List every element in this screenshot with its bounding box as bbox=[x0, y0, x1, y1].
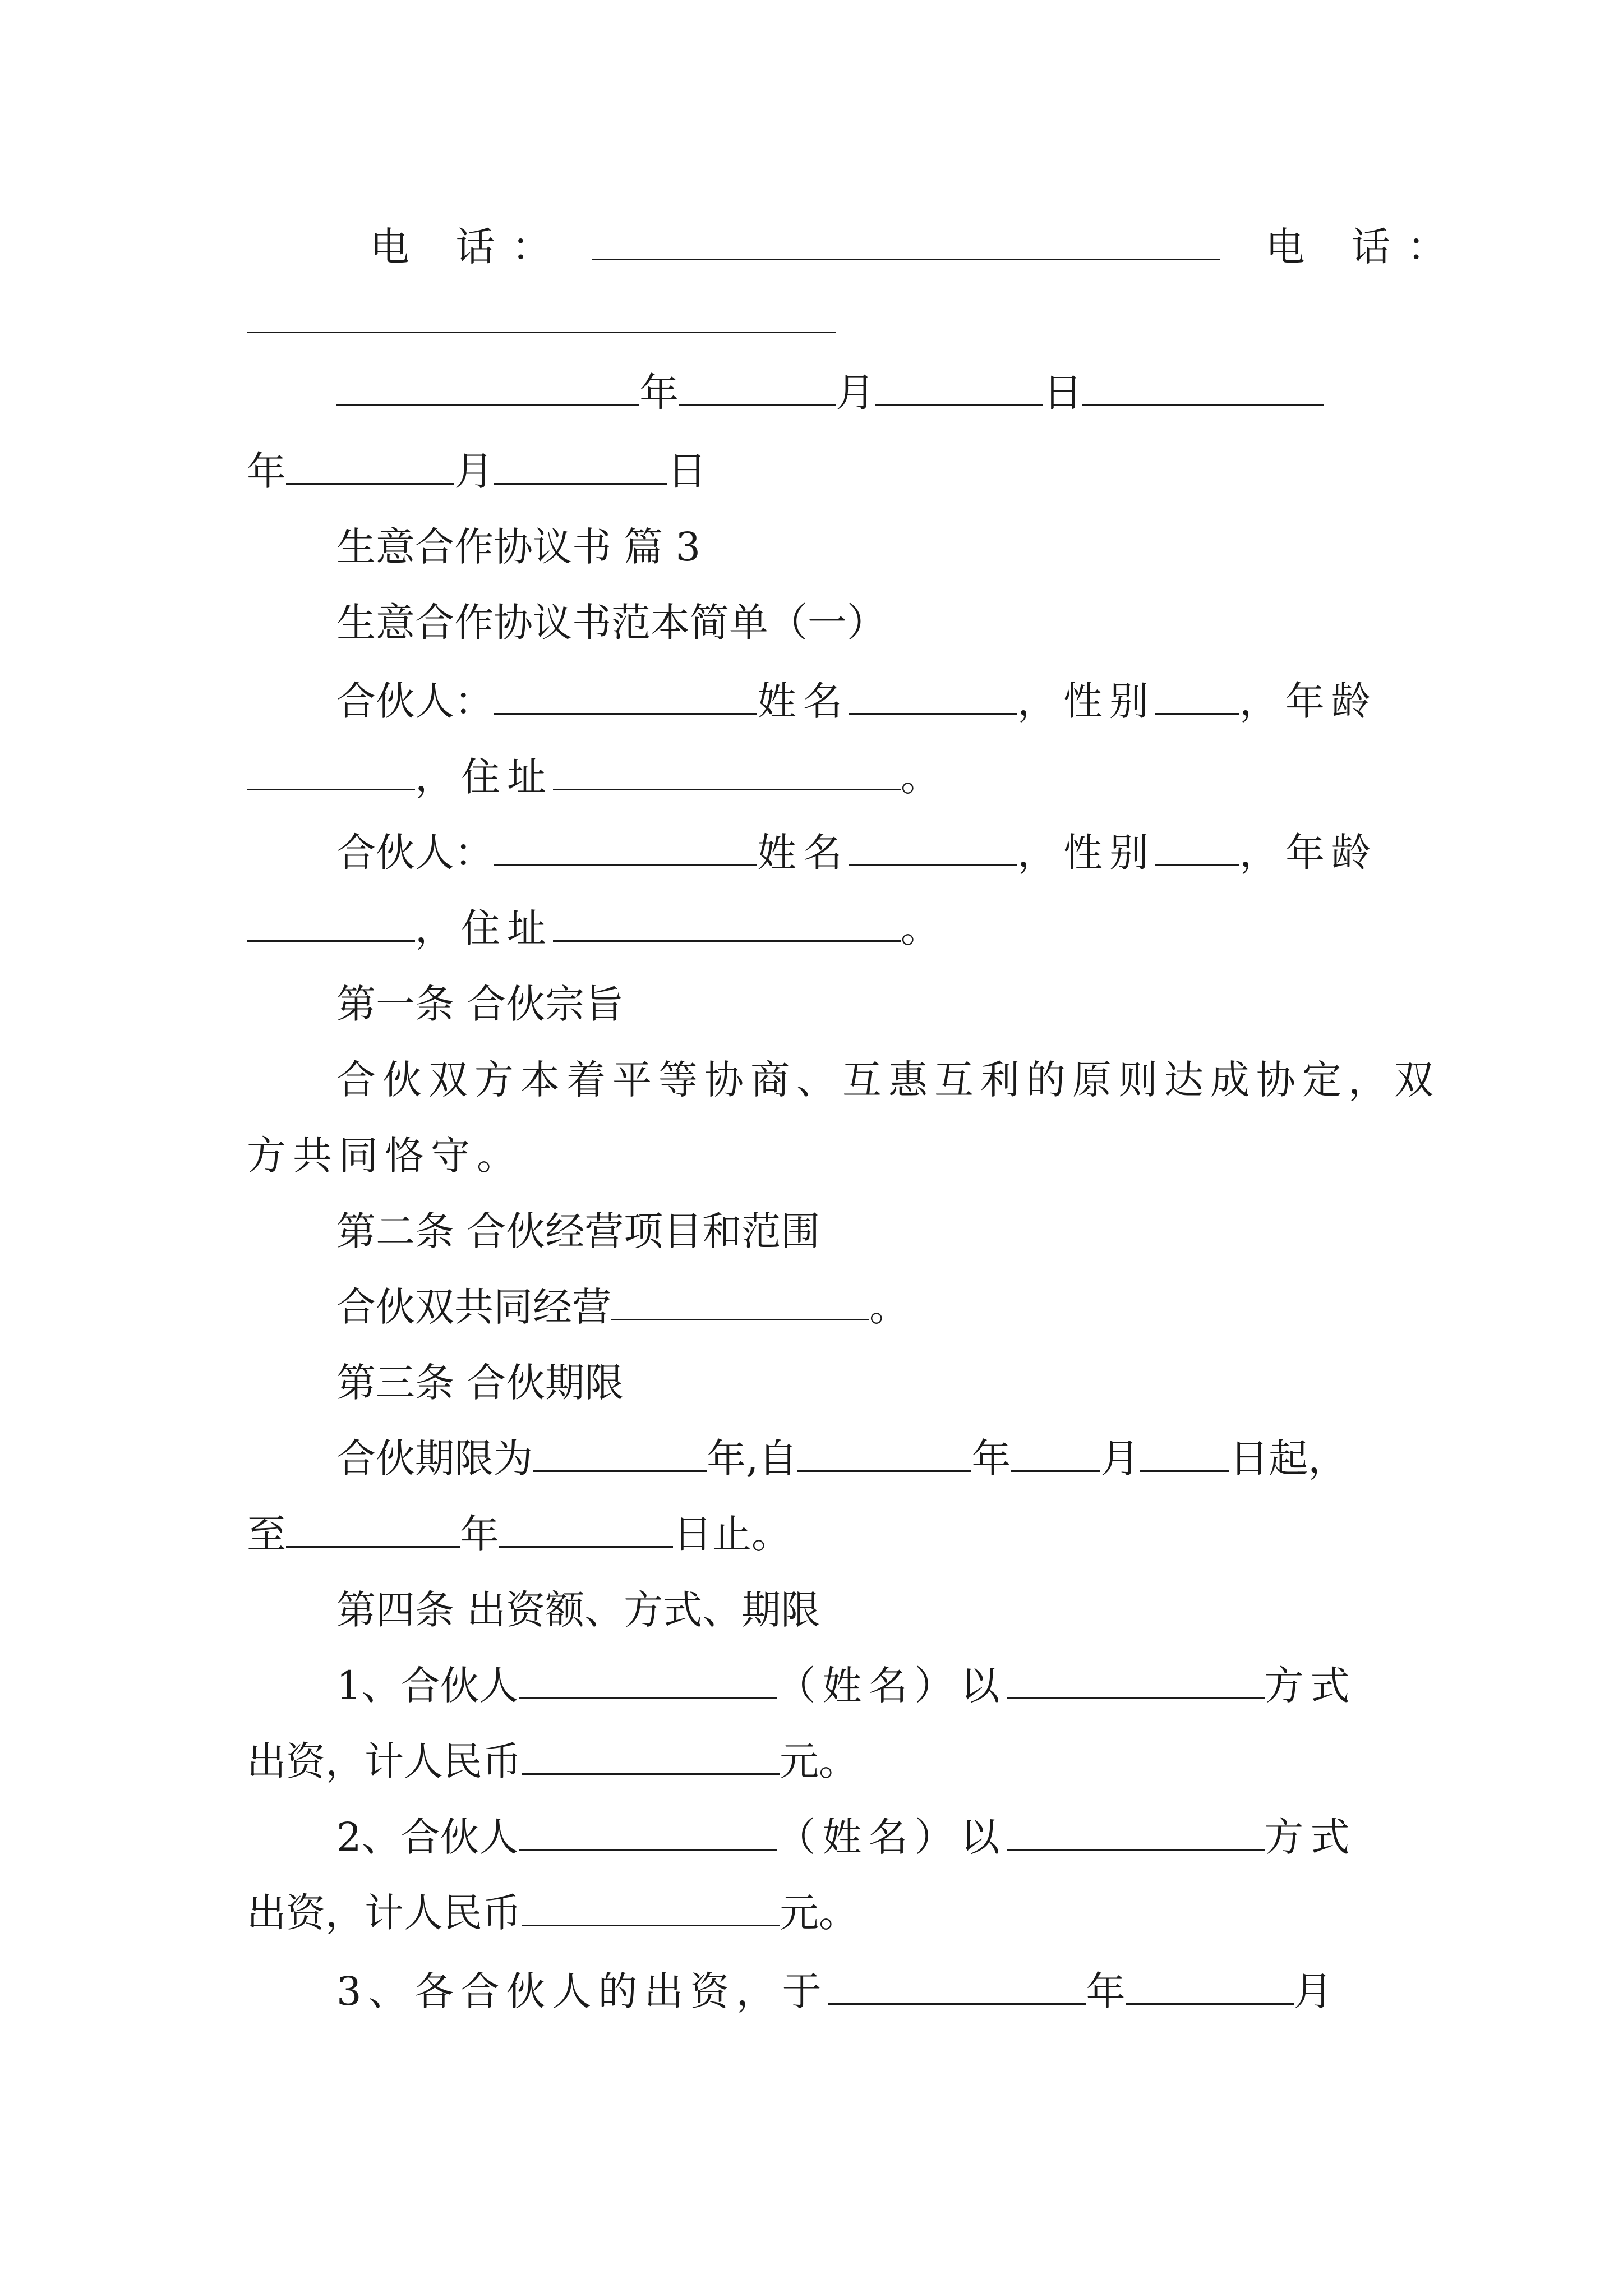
item-3-year: 年 bbox=[1086, 1968, 1126, 2014]
item-1-partner-blank bbox=[519, 1664, 777, 1699]
phone-blank-right bbox=[247, 298, 836, 333]
term-label: 合伙期限为 bbox=[336, 1435, 533, 1481]
date-day: 日 bbox=[1043, 370, 1082, 416]
end-label: 至 bbox=[247, 1511, 286, 1557]
partner-label: 合伙人： bbox=[336, 678, 494, 724]
name-label: 姓名 bbox=[757, 830, 849, 876]
item-3-year-blank bbox=[828, 1970, 1086, 2005]
name-blank bbox=[849, 679, 1017, 715]
partner-1-line-1 bbox=[247, 668, 1385, 735]
item-1-name-label: （姓名）以 bbox=[776, 1663, 1007, 1709]
article-4-title: 第四条 出资额、方式、期限 bbox=[336, 1587, 820, 1633]
start-day-blank bbox=[1140, 1437, 1229, 1472]
article-2-text bbox=[247, 1273, 1385, 1341]
name-label: 姓名 bbox=[757, 678, 849, 724]
item-1-method-label: 方式 bbox=[1264, 1663, 1357, 1709]
item-2-name-label: （姓名）以 bbox=[776, 1814, 1007, 1860]
address-blank bbox=[553, 907, 901, 942]
date-blank bbox=[875, 371, 1043, 406]
gender-label: ，性别 bbox=[1017, 830, 1155, 876]
item-1-line-1 bbox=[247, 1652, 1385, 1719]
end-year-label: 年 bbox=[460, 1511, 499, 1557]
article-1-title: 第一条 合伙宗旨 bbox=[336, 981, 624, 1027]
date-line-1 bbox=[247, 359, 1385, 426]
partner-2-line-1 bbox=[247, 819, 1385, 886]
date-year: 年 bbox=[247, 448, 286, 494]
age-label: ，年龄 bbox=[1239, 678, 1377, 724]
term-from-label: 年,自 bbox=[707, 1435, 798, 1481]
start-year-blank bbox=[797, 1437, 971, 1472]
article-3-text-2 bbox=[247, 1501, 1385, 1568]
gender-blank bbox=[1155, 831, 1239, 866]
date-blank bbox=[286, 449, 454, 485]
item-2-line-1 bbox=[247, 1803, 1385, 1871]
document-title: 生意合作协议书 篇 3 bbox=[336, 524, 701, 570]
phone-blank-right-line bbox=[247, 286, 1385, 353]
date-month: 月 bbox=[836, 370, 875, 416]
item-1-amount-blank bbox=[522, 1740, 780, 1775]
article-1-text-1: 合伙双方本着平等协商、互惠互利的原则达成协定，双 bbox=[336, 1057, 1440, 1103]
partner-blank bbox=[494, 679, 757, 715]
item-1-method-blank bbox=[1007, 1664, 1265, 1699]
article-2-text-label: 合伙双共同经营 bbox=[336, 1284, 611, 1330]
article-3-title: 第三条 合伙期限 bbox=[336, 1360, 624, 1406]
age-label: ，年龄 bbox=[1239, 830, 1377, 876]
address-label: ，住址 bbox=[415, 905, 553, 951]
article-2-period: 。 bbox=[869, 1284, 909, 1330]
start-month-blank bbox=[1011, 1437, 1100, 1472]
item-1-line-2 bbox=[247, 1728, 1385, 1795]
start-year-label: 年 bbox=[971, 1435, 1011, 1481]
partner-label: 合伙人： bbox=[336, 830, 494, 876]
item-2-line-2 bbox=[247, 1879, 1385, 1947]
item-2-prefix: 2、合伙人 bbox=[336, 1814, 519, 1860]
item-2-currency: 元。 bbox=[780, 1890, 858, 1936]
gender-label: ，性别 bbox=[1017, 678, 1155, 724]
item-3-month-blank bbox=[1126, 1970, 1294, 2005]
item-1-amount-label: 出资，计人民币 bbox=[247, 1738, 522, 1784]
start-month-label: 月 bbox=[1100, 1435, 1140, 1481]
date-blank bbox=[336, 371, 639, 406]
date-blank bbox=[1082, 371, 1324, 406]
age-blank bbox=[247, 755, 415, 790]
phone-label-right: 电 话： bbox=[1265, 224, 1464, 270]
start-day-label: 日起， bbox=[1229, 1435, 1348, 1481]
term-years-blank bbox=[533, 1437, 707, 1472]
address-blank bbox=[553, 755, 901, 790]
date-year: 年 bbox=[639, 370, 679, 416]
end-day-label: 日止。 bbox=[673, 1511, 791, 1557]
phone-blank-left bbox=[592, 225, 1220, 260]
date-blank bbox=[679, 371, 836, 406]
date-line-2 bbox=[247, 438, 1385, 505]
item-3-line-1 bbox=[247, 1958, 1385, 2025]
partner-1-line-2 bbox=[247, 743, 1385, 811]
phone-label-left: 电 话： bbox=[370, 224, 568, 270]
phone-line bbox=[247, 213, 1464, 280]
address-label: ，住址 bbox=[415, 754, 553, 800]
end-year-blank bbox=[286, 1512, 460, 1548]
name-blank bbox=[849, 831, 1017, 866]
item-2-partner-blank bbox=[519, 1815, 777, 1851]
partner-2-line-2 bbox=[247, 895, 1385, 962]
item-2-amount-blank bbox=[522, 1891, 780, 1926]
item-1-currency: 元。 bbox=[780, 1738, 858, 1784]
period: 。 bbox=[901, 905, 940, 951]
article-2-title: 第二条 合伙经营项目和范围 bbox=[336, 1208, 820, 1254]
partner-blank bbox=[494, 831, 757, 866]
gender-blank bbox=[1155, 679, 1239, 715]
age-blank bbox=[247, 907, 415, 942]
article-1-text-2: 方共同恪守。 bbox=[247, 1133, 523, 1179]
item-1-prefix: 1、合伙人 bbox=[336, 1663, 519, 1709]
item-2-method-blank bbox=[1007, 1815, 1265, 1851]
date-day: 日 bbox=[667, 448, 707, 494]
period: 。 bbox=[901, 754, 940, 800]
date-month: 月 bbox=[454, 448, 494, 494]
item-3-text: 3、各合伙人的出资，于 bbox=[336, 1968, 828, 2014]
article-3-text-1 bbox=[247, 1425, 1385, 1492]
item-2-method-label: 方式 bbox=[1264, 1814, 1357, 1860]
item-2-amount-label: 出资，计人民币 bbox=[247, 1890, 522, 1936]
business-blank bbox=[611, 1285, 869, 1320]
end-day-blank bbox=[499, 1512, 673, 1548]
document-subtitle: 生意合作协议书范本简单（一） bbox=[336, 600, 886, 646]
date-blank bbox=[494, 449, 667, 485]
item-3-month: 月 bbox=[1293, 1968, 1333, 2014]
